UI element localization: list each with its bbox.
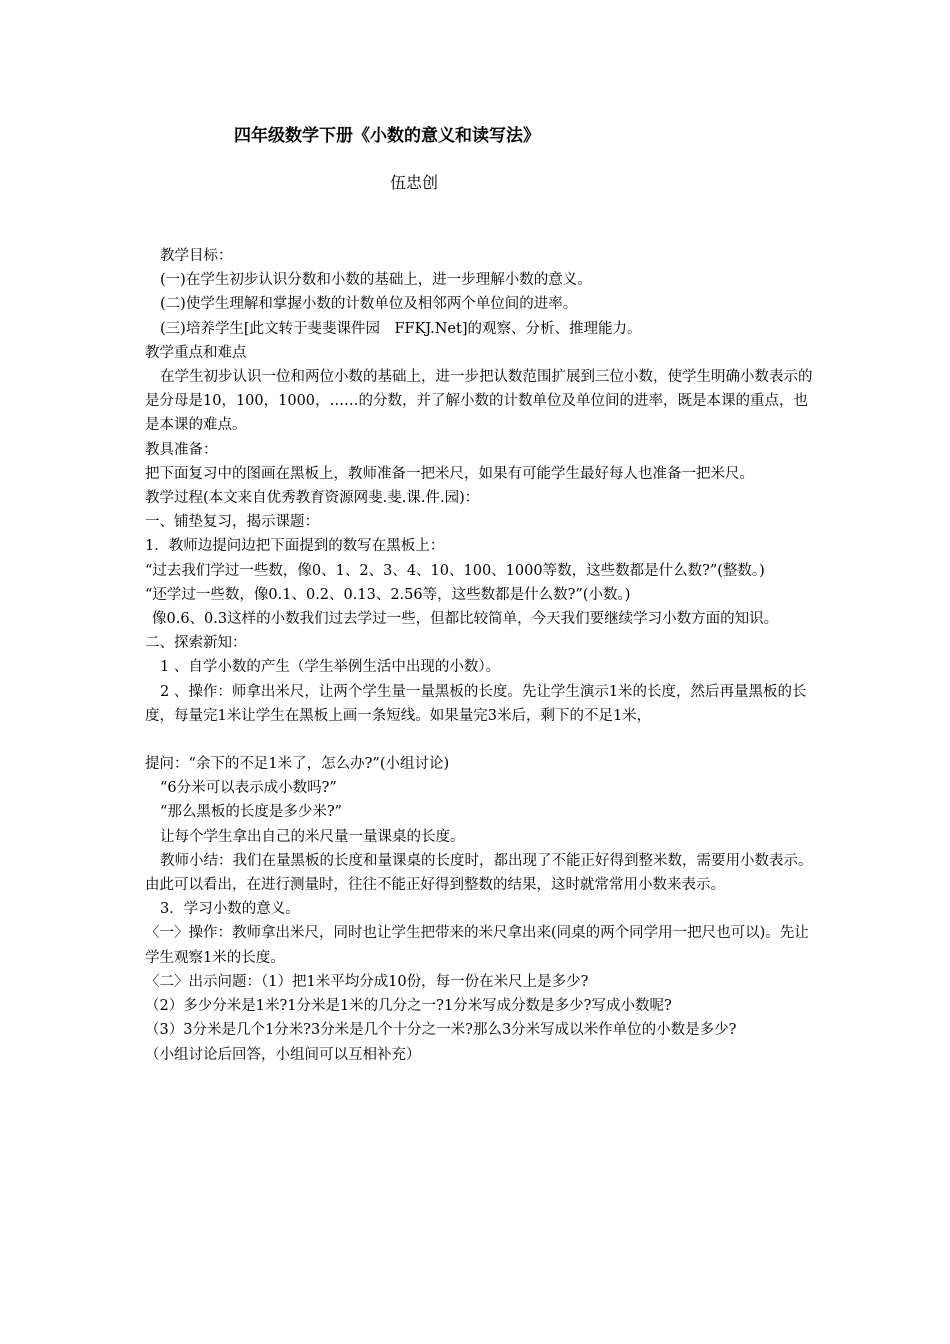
paragraph: “过去我们学过一些数，像0、1、2、3、4、10、100、1000等数，这些数都是什么数?”(整数。) [145,562,765,579]
paragraph: 3．学习小数的意义。 [160,901,300,918]
paragraph: 教师小结：我们在量黑板的长度和量课桌的长度时，都出现了不能正好得到整米数，需要用小数表示。由此可以看出，在进行测量时，往往不能正好得到整数的结果，这时就常常用小数来表示。 [145,852,813,894]
document-title: 四年级数学下册《小数的意义和读写法》 [234,126,540,146]
paragraph: 像0.6、0.3这样的小数我们过去学过一些，但都比较简单，今天我们要继续学习小数方面的知识。 [152,611,779,628]
paragraph: 2 、操作：师拿出米尺，让两个学生量一量黑板的长度。先让学生演示1米的长度，然后再量黑板的长度，每量完1米让学生在黑板上画一条短线。如果量完3米后，剩下的不足1米， [145,683,807,724]
paragraph: 〈二〉出示问题：（1）把1米平均分成10份，每一份在米尺上是多少? [145,973,589,990]
paragraph: “6分米可以表示成小数吗?” [160,780,337,797]
paragraph: 一、铺垫复习，揭示课题： [145,514,319,531]
paragraph: (二)使学生理解和掌握小数的计数单位及相邻两个单位间的进率。 [160,296,578,313]
paragraph: （2）多少分米是1米?1分米是1米的几分之一?1分米写成分数是多少?写成小数呢? [145,998,672,1015]
paragraph: “还学过一些数，像0.1、0.2、0.13、2.56等，这些数都是什么数?”(小数。) [145,586,631,603]
paragraph: （3）3分米是几个1分米?3分米是几个十分之一米?那么3分米写成以米作单位的小数是多少? [145,1022,737,1039]
document-body [145,244,813,1067]
paragraph: 教学目标： [160,248,233,264]
paragraph: 〈一〉操作：教师拿出米尺，同时也让学生把带来的米尺拿出来(同桌的两个同学用一把尺也可以)。先让学生观察1米的长度。 [145,925,809,966]
paragraph: “那么黑板的长度是多少米?” [160,804,343,821]
paragraph: 让每个学生拿出自己的米尺量一量课桌的长度。 [160,828,465,845]
paragraph: 提问：“余下的不足1米了，怎么办?”(小组讨论) [145,756,450,773]
paragraph: （小组讨论后回答，小组间可以互相补充） [145,1046,421,1063]
paragraph: 二、探索新知： [145,635,247,652]
paragraph: 在学生初步认识一位和两位小数的基础上，进一步把认数范围扩展到三位小数，使学生明确小数表示的是分母是10，100，1000，……的分数，并了解小数的计数单位及单位间的进率，既是本课的重点，也是本课的难点。 [145,369,813,434]
blank-line [145,728,813,752]
paragraph: 把下面复习中的图画在黑板上，教师准备一把米尺，如果有可能学生最好每人也准备一把米尺。 [145,465,754,482]
paragraph: 教学重点和难点 [145,344,247,361]
paragraph: (三)培养学生[此文转于斐斐课件园 FFKJ.Net]的观察、分析、推理能力。 [160,320,642,337]
paragraph: 1．教师边提问边把下面提到的数写在黑板上： [145,538,445,555]
author-name: 伍忠创 [390,173,439,192]
paragraph: 教具准备： [145,441,218,458]
paragraph: 教学过程(本文来自优秀教育资源网斐.斐.课.件.园)： [145,490,480,507]
paragraph: (一)在学生初步认识分数和小数的基础上，进一步理解小数的意义。 [160,272,592,289]
paragraph: 1 、自学小数的产生（学生举例生活中出现的小数）。 [160,659,501,676]
